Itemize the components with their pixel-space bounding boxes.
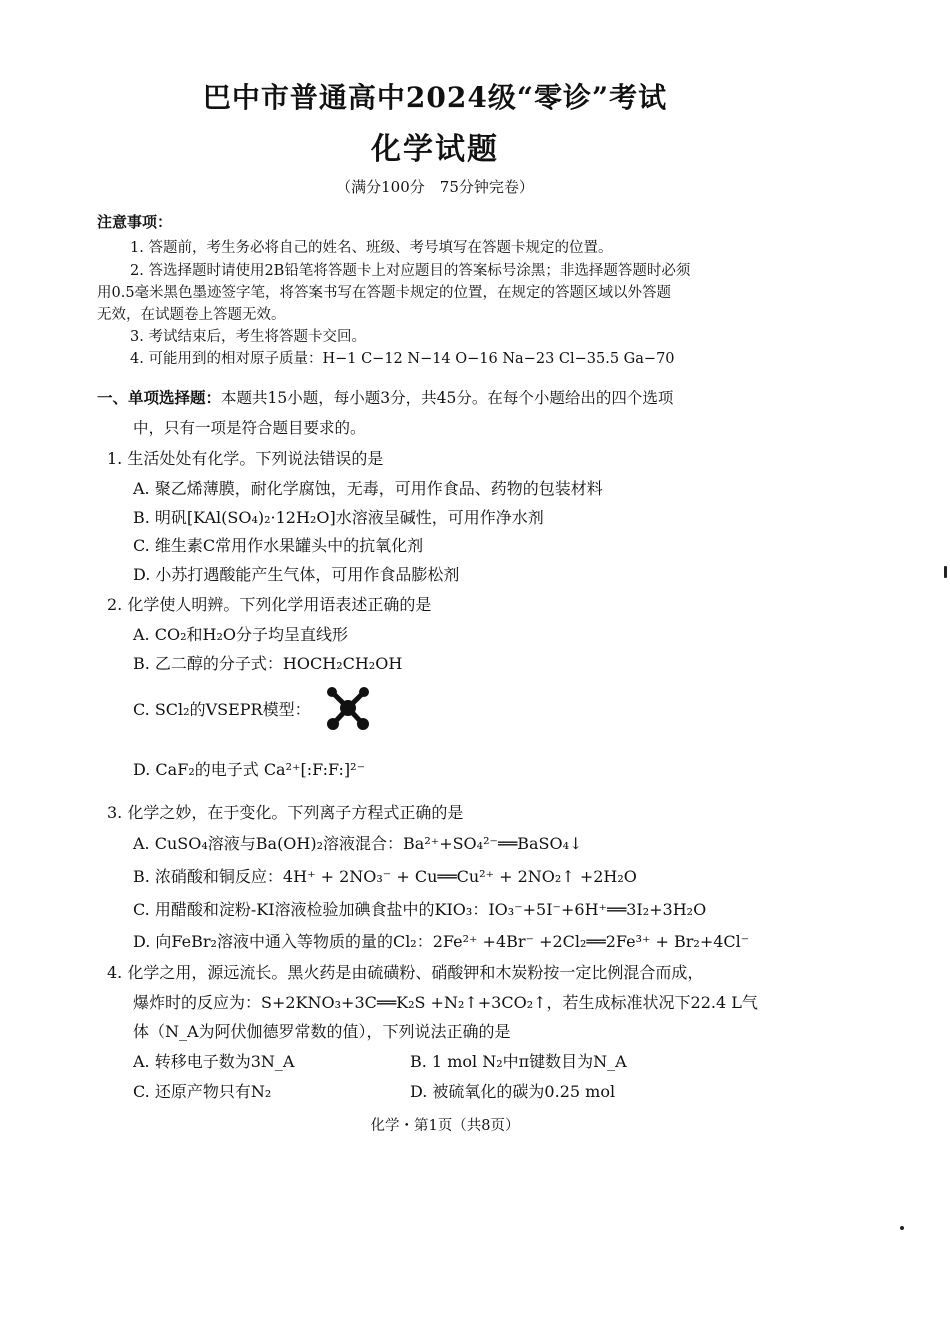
question-3-option-d: D. 向FeBr₂溶液中通入等物质的量的Cl₂：2Fe²⁺ +4Br⁻ +2Cl₂══2Fe³⁺ + Br₂+4Cl⁻	[133, 932, 750, 951]
notice-heading: 注意事项：	[97, 213, 173, 231]
notice-item-2-cont: 用0.5毫米黑色墨迹签字笔，将答案书写在答题卡规定的位置，在规定的答题区域以外答题	[97, 285, 672, 301]
question-2-stem: 2. 化学使人明辨。下列化学用语表述正确的是	[107, 595, 432, 614]
question-1-option-b: B. 明矾[KAl(SO₄)₂·12H₂O]水溶液呈碱性，可用作净水剂	[133, 508, 544, 527]
question-3-stem: 3. 化学之妙，在于变化。下列离子方程式正确的是	[107, 803, 464, 822]
question-3-option-c: C. 用醋酸和淀粉-KI溶液检验加碘食盐中的KIO₃：IO₃⁻+5I⁻+6H⁺══3I₂+3H₂O	[133, 900, 707, 919]
question-1-option-c: C. 维生素C常用作水果罐头中的抗氧化剂	[133, 536, 424, 555]
vsepr-model-image	[326, 686, 370, 730]
page-footer: 化学・第1页（共8页）	[370, 1118, 520, 1134]
question-3-option-a: A. CuSO₄溶液与Ba(OH)₂溶液混合：Ba²⁺+SO₄²⁻══BaSO₄↓	[133, 834, 583, 853]
exam-title: 巴中市普通高中2024级“零诊”考试	[202, 81, 668, 114]
question-1-option-a: A. 聚乙烯薄膜，耐化学腐蚀，无毒，可用作食品、药物的包装材料	[133, 479, 603, 498]
question-1-option-d: D. 小苏打遇酸能产生气体，可用作食品膨松剂	[133, 565, 460, 584]
scan-speck	[900, 1226, 904, 1230]
notice-item-2-end: 无效，在试题卷上答题无效。	[97, 307, 286, 323]
section-label: 一、单项选择题：	[97, 388, 222, 407]
section-desc-cont: 中，只有一项是符合题目要求的。	[133, 419, 366, 437]
question-4-option-d: D. 被硫氧化的碳为0.25 mol	[410, 1082, 616, 1101]
section-desc: 本题共15小题，每小题3分，共45分。在每个小题给出的四个选项	[221, 389, 674, 407]
question-2-option-d: D. CaF₂的电子式 Ca²⁺[:F:F:]²⁻	[133, 760, 366, 779]
question-2-option-a: A. CO₂和H₂O分子均呈直线形	[133, 625, 348, 644]
exam-meta: （满分100分 75分钟完卷）	[336, 178, 534, 196]
question-4-option-c: C. 还原产物只有N₂	[133, 1082, 272, 1101]
notice-item-2: 2. 答选择题时请使用2B铅笔将答题卡上对应题目的答案标号涂黑；非选择题答题时必须	[130, 263, 691, 279]
question-4-option-b: B. 1 mol N₂中π键数目为N_A	[410, 1052, 627, 1071]
question-2-option-c: C. SCl₂的VSEPR模型：	[133, 700, 311, 719]
section-heading	[97, 386, 673, 408]
question-3-option-b: B. 浓硝酸和铜反应：4H⁺ + 2NO₃⁻ + Cu══Cu²⁺ + 2NO₂↑ +2H₂O	[133, 867, 637, 886]
notice-item-4: 4. 可能用到的相对原子质量：H−1 C−12 N−14 O−16 Na−23 Cl−35.5 Ga−70	[130, 351, 675, 367]
subject-title: 化学试题	[371, 132, 499, 167]
scan-edge-mark	[944, 566, 947, 578]
question-1-stem: 1. 生活处处有化学。下列说法错误的是	[107, 449, 384, 468]
question-4-stem-cont: 爆炸时的反应为：S+2KNO₃+3C══K₂S +N₂↑+3CO₂↑，若生成标准状况下22.4 L气	[133, 993, 758, 1012]
notice-item-3: 3. 考试结束后，考生将答题卡交回。	[130, 329, 366, 345]
notice-item-1: 1. 答题前，考生务必将自己的姓名、班级、考号填写在答题卡规定的位置。	[130, 240, 613, 256]
question-4-stem: 4. 化学之用，源远流长。黑火药是由硫磺粉、硝酸钾和木炭粉按一定比例混合而成，	[107, 963, 704, 982]
question-4-option-a: A. 转移电子数为3N_A	[133, 1052, 295, 1071]
question-2-option-b: B. 乙二醇的分子式：HOCH₂CH₂OH	[133, 654, 403, 673]
question-4-stem-end: 体（N_A为阿伏伽德罗常数的值），下列说法正确的是	[133, 1022, 511, 1041]
